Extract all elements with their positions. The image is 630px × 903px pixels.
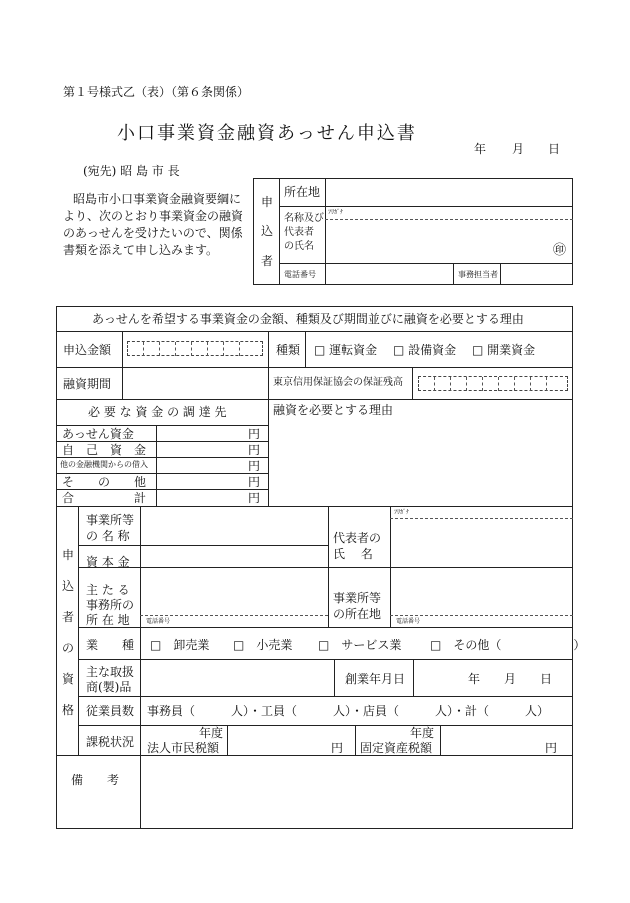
founded-label: 創業年月日 xyxy=(345,672,406,686)
loan-type-equipment[interactable]: □ 設備資金 xyxy=(393,343,457,357)
date-day: 日 xyxy=(548,142,561,156)
qual-side-label: 申 xyxy=(62,548,75,562)
capital-label: 資 本 金 xyxy=(86,555,130,569)
city-tax-label: 法人市民税額 xyxy=(147,741,220,755)
funding-row-label: そ の 他 xyxy=(62,475,147,489)
loan-amount-label: 申込金額 xyxy=(63,343,112,357)
applicant-staff-label: 事務担当者 xyxy=(458,270,498,279)
loan-heading: あっせんを希望する事業資金の金額、種類及び期間並びに融資を必要とする理由 xyxy=(92,312,524,326)
office-location-label: 事業所等 の所在地 xyxy=(333,591,382,621)
funding-row-unit: 円 xyxy=(248,443,261,457)
rep-furigana: ﾌﾘｶﾞﾅ xyxy=(394,509,410,516)
form-number: 第１号様式乙（表）（第６条関係） xyxy=(63,85,250,99)
intro-line-3: のあっせんを受けたいので、関係 xyxy=(63,226,243,240)
applicant-label-2: 込 xyxy=(261,224,274,238)
intro-line-2: より、次のとおり事業資金の融資 xyxy=(63,209,244,223)
office-name-label: 事業所等 の 名 称 xyxy=(86,513,135,543)
reason-label: 融資を必要とする理由 xyxy=(273,403,394,417)
seal-mark: ㊞ xyxy=(553,243,567,258)
city-tax-year: 年度 xyxy=(199,726,224,740)
page-title: 小口事業資金融資あっせん申込書 xyxy=(117,123,417,144)
qual-side-label: 者 xyxy=(62,610,75,624)
funding-row-label: あっせん資金 xyxy=(62,427,134,441)
products-label: 主な取扱 商(製)品 xyxy=(86,665,135,694)
date-year: 年 xyxy=(474,142,487,156)
loan-period-label: 融資期間 xyxy=(63,377,112,391)
employees-label: 従業員数 xyxy=(86,704,135,718)
loan-amount-input[interactable] xyxy=(127,341,263,356)
main-office-phone-label: 電話番号 xyxy=(146,618,171,625)
funding-row-label: 合 計 xyxy=(62,491,147,505)
funding-row-unit: 円 xyxy=(248,475,261,489)
applicant-label-1: 申 xyxy=(261,195,274,209)
industry-service[interactable]: □ サービス業 xyxy=(318,638,402,652)
intro-line-4: 書類を添えて申し込みます。 xyxy=(63,243,219,257)
industry-retail[interactable]: □ 小売業 xyxy=(233,638,293,652)
industry-label: 業 種 xyxy=(86,638,135,652)
guarantee-balance-input[interactable] xyxy=(418,376,568,391)
employees-breakdown: 事務員（ 人）・工員（ 人）・店員（ 人）・計（ 人） xyxy=(147,704,550,718)
intro-line-1: 昭島市小口事業資金融資要綱に xyxy=(73,192,242,206)
funding-title: 必 要 な 資 金 の 調 達 先 xyxy=(88,405,227,419)
city-tax-yen: 円 xyxy=(331,741,344,755)
funding-row-label: 自 己 資 金 xyxy=(62,443,147,457)
loan-type-operating[interactable]: □ 運転資金 xyxy=(314,343,378,357)
industry-wholesale[interactable]: □ 卸売業 xyxy=(150,638,210,652)
applicant-label-3: 者 xyxy=(261,254,274,268)
founded-date: 年 月 日 xyxy=(468,672,553,686)
applicant-address-label: 所在地 xyxy=(284,185,321,199)
qual-side-label: 格 xyxy=(62,703,75,717)
asset-tax-label: 固定資産税額 xyxy=(360,741,433,755)
funding-row-unit: 円 xyxy=(248,491,261,505)
applicant-furigana: ﾌﾘｶﾞﾅ xyxy=(328,209,344,216)
qual-side-label: の xyxy=(62,641,75,655)
loan-type-startup[interactable]: □ 開業資金 xyxy=(472,343,536,357)
remarks-label: 備 考 xyxy=(71,773,120,787)
qual-side-label: 資 xyxy=(62,672,75,686)
applicant-name-label: 名称及び 代表者 の氏名 xyxy=(284,213,324,252)
funding-row-unit: 円 xyxy=(248,459,261,473)
office-location-phone-label: 電話番号 xyxy=(396,618,421,625)
funding-row-label: 他の金融機関からの借入 xyxy=(60,460,148,469)
asset-tax-yen: 円 xyxy=(545,741,558,755)
addressee: (宛先) 昭 島 市 長 xyxy=(83,164,180,178)
funding-row-unit: 円 xyxy=(248,427,261,441)
date-month: 月 xyxy=(512,142,525,156)
industry-other[interactable]: □ その他（ ） xyxy=(430,638,586,652)
loan-type-label: 種類 xyxy=(276,343,301,357)
tax-label: 課税状況 xyxy=(86,735,135,749)
main-office-label: 主 た る 事務所の 所 在 地 xyxy=(86,583,135,627)
qual-side-label: 込 xyxy=(62,579,75,593)
guarantee-label: 東京信用保証協会の保証残高 xyxy=(273,377,403,388)
applicant-phone-label: 電話番号 xyxy=(284,270,316,279)
representative-name-label: 代表者の 氏 名 xyxy=(333,531,382,561)
asset-tax-year: 年度 xyxy=(410,726,435,740)
